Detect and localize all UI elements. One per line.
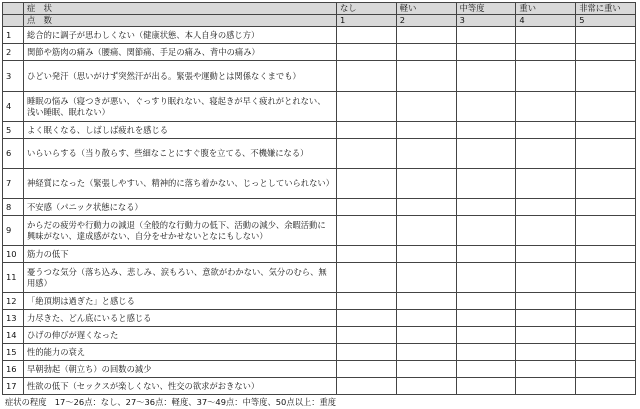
symptom-text: 睡眠の悩み（寝つきが悪い、ぐっすり眠れない、寝起きが早く疲れがとれない、浅い睡眠、眠れない） <box>24 92 337 122</box>
header-blank-cell <box>3 15 24 27</box>
score-cell-5[interactable] <box>576 378 636 395</box>
score-cell-2[interactable] <box>396 327 456 344</box>
row-number: 12 <box>3 293 24 310</box>
symptom-text: 性的能力の衰え <box>24 344 337 361</box>
score-cell-5[interactable] <box>576 263 636 293</box>
table-row <box>3 310 636 327</box>
score-cell-3[interactable] <box>456 293 516 310</box>
score-cell-2[interactable] <box>396 216 456 246</box>
score-cell-2[interactable] <box>396 169 456 199</box>
score-cell-4[interactable] <box>516 310 576 327</box>
row-number: 11 <box>3 263 24 293</box>
row-number: 9 <box>3 216 24 246</box>
score-cell-5[interactable] <box>576 327 636 344</box>
score-cell-1[interactable] <box>337 122 397 139</box>
score-cell-3[interactable] <box>456 361 516 378</box>
score-cell-5[interactable] <box>576 310 636 327</box>
table-row <box>3 44 636 61</box>
score-cell-5[interactable] <box>576 199 636 216</box>
row-number: 4 <box>3 92 24 122</box>
score-cell-4[interactable] <box>516 122 576 139</box>
score-cell-3[interactable] <box>456 378 516 395</box>
score-cell-3[interactable] <box>456 92 516 122</box>
symptom-text: 力尽きた、どん底にいると感じる <box>24 310 337 327</box>
score-cell-4[interactable] <box>516 27 576 44</box>
score-cell-1[interactable] <box>337 27 397 44</box>
score-cell-4[interactable] <box>516 246 576 263</box>
score-cell-4[interactable] <box>516 44 576 61</box>
score-cell-2[interactable] <box>396 27 456 44</box>
symptom-text: 筋力の低下 <box>24 246 337 263</box>
symptom-text: よく眠くなる、しばしば疲れを感じる <box>24 122 337 139</box>
severity-footnote: 症状の程度 17～26点：なし、27～36点：軽度、37～49点：中等度、50点以上：重度 <box>5 397 337 407</box>
table-row <box>3 378 636 395</box>
table-row <box>3 246 636 263</box>
row-number: 3 <box>3 61 24 92</box>
table-row <box>3 199 636 216</box>
table-row <box>3 344 636 361</box>
score-cell-4[interactable] <box>516 344 576 361</box>
score-cell-4[interactable] <box>516 139 576 169</box>
row-number: 5 <box>3 122 24 139</box>
score-cell-4[interactable] <box>516 361 576 378</box>
score-cell-2[interactable] <box>396 246 456 263</box>
score-cell-4[interactable] <box>516 169 576 199</box>
score-cell-3[interactable] <box>456 169 516 199</box>
score-cell-3[interactable] <box>456 199 516 216</box>
row-number: 16 <box>3 361 24 378</box>
score-cell-2[interactable] <box>396 44 456 61</box>
score-cell-1[interactable] <box>337 263 397 293</box>
score-cell-1[interactable] <box>337 246 397 263</box>
score-cell-1[interactable] <box>337 169 397 199</box>
score-cell-1[interactable] <box>337 92 397 122</box>
score-cell-5[interactable] <box>576 27 636 44</box>
row-number: 14 <box>3 327 24 344</box>
score-cell-4[interactable] <box>516 263 576 293</box>
score-cell-5[interactable] <box>576 246 636 263</box>
header-row-levels <box>3 3 636 15</box>
score-cell-1[interactable] <box>337 293 397 310</box>
score-cell-5[interactable] <box>576 139 636 169</box>
score-cell-2[interactable] <box>396 344 456 361</box>
score-cell-3[interactable] <box>456 27 516 44</box>
score-cell-2[interactable] <box>396 199 456 216</box>
row-number: 17 <box>3 378 24 395</box>
score-header-4: 4 <box>516 15 576 27</box>
symptom-text: いらいらする（当り散らす、些細なことにすぐ腹を立てる、不機嫌になる） <box>24 139 337 169</box>
symptom-text: 憂うつな気分（落ち込み、悲しみ、涙もろい、意欲がわかない、気分のむら、無用感） <box>24 263 337 293</box>
header-blank-cell <box>3 3 24 15</box>
score-cell-1[interactable] <box>337 361 397 378</box>
table-row <box>3 293 636 310</box>
symptom-text: ひげの伸びが遅くなった <box>24 327 337 344</box>
score-cell-2[interactable] <box>396 122 456 139</box>
symptom-text: 「絶頂期は過ぎた」と感じる <box>24 293 337 310</box>
score-cell-5[interactable] <box>576 169 636 199</box>
level-header-very-severe: 非常に重い <box>576 3 636 15</box>
symptom-text: 総合的に調子が思わしくない（健康状態、本人自身の感じ方） <box>24 27 337 44</box>
score-cell-2[interactable] <box>396 310 456 327</box>
score-cell-3[interactable] <box>456 310 516 327</box>
score-cell-5[interactable] <box>576 361 636 378</box>
score-cell-3[interactable] <box>456 122 516 139</box>
level-header-moderate: 中等度 <box>456 3 516 15</box>
symptom-text: 神経質になった（緊張しやすい、精神的に落ち着かない、じっとしていられない） <box>24 169 337 199</box>
score-cell-5[interactable] <box>576 344 636 361</box>
symptom-text: 性欲の低下（セックスが楽しくない、性交の欲求がおきない） <box>24 378 337 395</box>
symptom-text: ひどい発汗（思いがけず突然汗が出る。緊張や運動とは関係なくまでも） <box>24 61 337 92</box>
score-cell-2[interactable] <box>396 263 456 293</box>
row-number: 8 <box>3 199 24 216</box>
score-cell-1[interactable] <box>337 216 397 246</box>
symptom-text: からだの疲労や行動力の減退（全般的な行動力の低下、活動の減少、余暇活動に興味がない、達成感がない、自分をせかせないとなにもしない） <box>24 216 337 246</box>
score-cell-3[interactable] <box>456 344 516 361</box>
score-cell-1[interactable] <box>337 344 397 361</box>
score-cell-5[interactable] <box>576 293 636 310</box>
table-row <box>3 216 636 246</box>
row-number: 6 <box>3 139 24 169</box>
row-number: 7 <box>3 169 24 199</box>
score-cell-2[interactable] <box>396 378 456 395</box>
table-row <box>3 92 636 122</box>
score-header-5: 5 <box>576 15 636 27</box>
table-row <box>3 27 636 44</box>
score-cell-3[interactable] <box>456 327 516 344</box>
score-cell-5[interactable] <box>576 92 636 122</box>
score-cell-2[interactable] <box>396 139 456 169</box>
score-cell-4[interactable] <box>516 216 576 246</box>
score-cell-1[interactable] <box>337 310 397 327</box>
row-number: 1 <box>3 27 24 44</box>
header-row-scores <box>3 15 636 27</box>
score-header-1: 1 <box>337 15 397 27</box>
score-cell-4[interactable] <box>516 293 576 310</box>
table-row <box>3 169 636 199</box>
score-cell-3[interactable] <box>456 263 516 293</box>
level-header-severe: 重い <box>516 3 576 15</box>
row-number: 10 <box>3 246 24 263</box>
table-row <box>3 327 636 344</box>
score-cell-1[interactable] <box>337 327 397 344</box>
score-header-3: 3 <box>456 15 516 27</box>
table-row <box>3 139 636 169</box>
score-row-header: 点 数 <box>24 15 337 27</box>
level-header-mild: 軽い <box>396 3 456 15</box>
table-row <box>3 122 636 139</box>
score-cell-4[interactable] <box>516 378 576 395</box>
score-cell-4[interactable] <box>516 92 576 122</box>
symptom-column-header: 症 状 <box>24 3 337 15</box>
score-cell-5[interactable] <box>576 44 636 61</box>
score-cell-5[interactable] <box>576 122 636 139</box>
score-cell-1[interactable] <box>337 44 397 61</box>
symptom-score-table <box>2 2 636 395</box>
score-cell-5[interactable] <box>576 216 636 246</box>
score-cell-2[interactable] <box>396 293 456 310</box>
level-header-none: なし <box>337 3 397 15</box>
score-cell-2[interactable] <box>396 61 456 92</box>
score-cell-5[interactable] <box>576 61 636 92</box>
score-cell-4[interactable] <box>516 61 576 92</box>
row-number: 2 <box>3 44 24 61</box>
score-cell-2[interactable] <box>396 361 456 378</box>
symptom-text: 不安感（パニック状態になる） <box>24 199 337 216</box>
score-cell-1[interactable] <box>337 61 397 92</box>
row-number: 15 <box>3 344 24 361</box>
score-cell-3[interactable] <box>456 44 516 61</box>
symptom-text: 関節や筋肉の痛み（腰痛、関節痛、手足の痛み、背中の痛み） <box>24 44 337 61</box>
symptom-rows <box>3 27 636 395</box>
score-cell-2[interactable] <box>396 92 456 122</box>
score-cell-4[interactable] <box>516 199 576 216</box>
score-cell-1[interactable] <box>337 199 397 216</box>
row-number: 13 <box>3 310 24 327</box>
symptom-text: 早朝勃起（朝立ち）の回数の減少 <box>24 361 337 378</box>
score-cell-3[interactable] <box>456 216 516 246</box>
score-cell-1[interactable] <box>337 378 397 395</box>
score-cell-3[interactable] <box>456 139 516 169</box>
score-cell-3[interactable] <box>456 61 516 92</box>
table-row <box>3 361 636 378</box>
score-cell-1[interactable] <box>337 139 397 169</box>
table-row <box>3 61 636 92</box>
table-row <box>3 263 636 293</box>
score-cell-3[interactable] <box>456 246 516 263</box>
score-header-2: 2 <box>396 15 456 27</box>
score-cell-4[interactable] <box>516 327 576 344</box>
